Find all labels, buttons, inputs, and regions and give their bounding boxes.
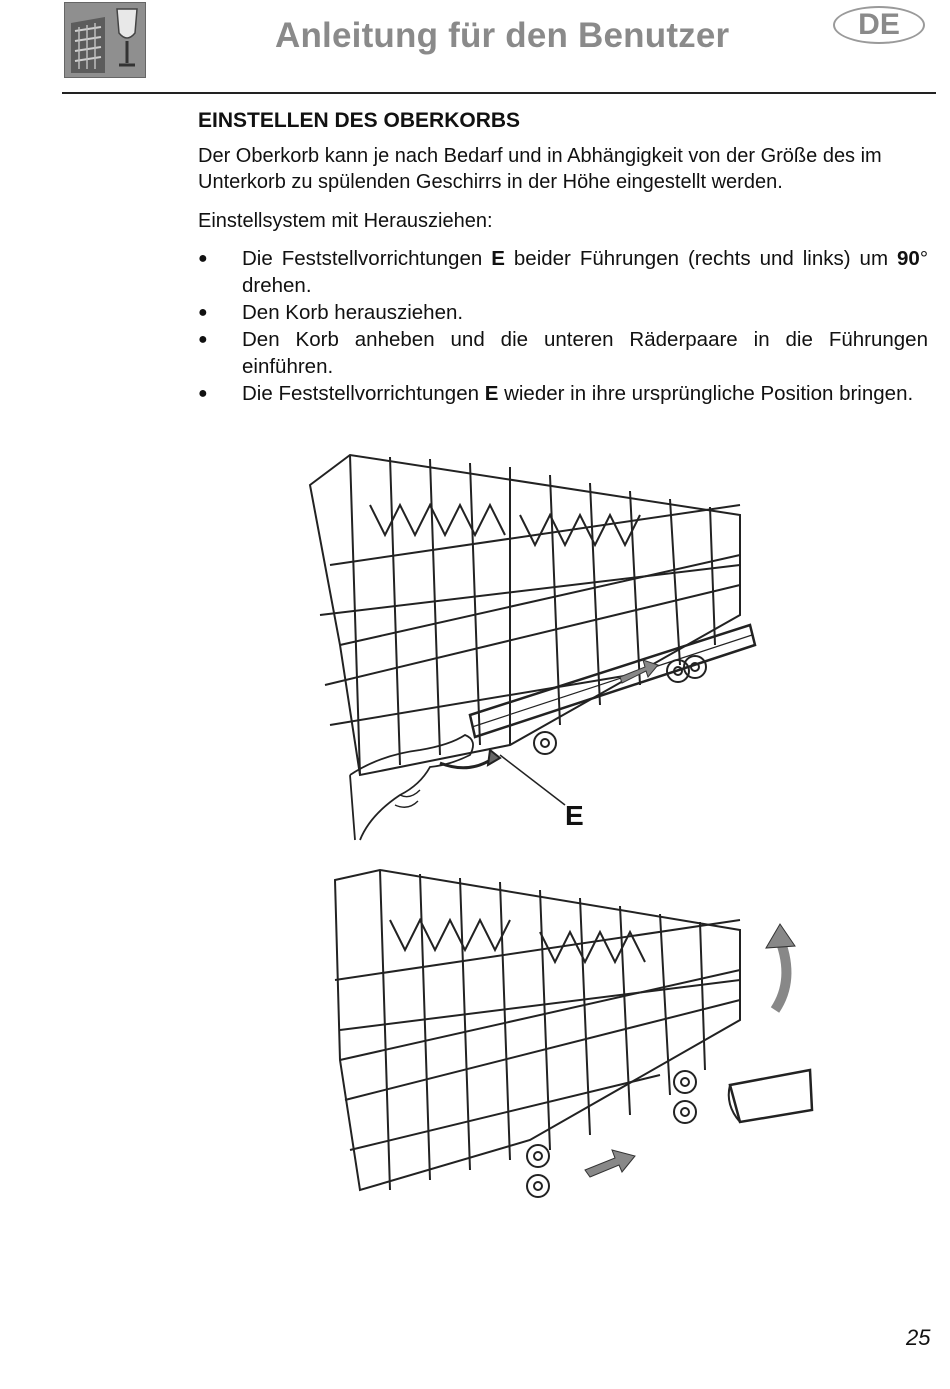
bullet-icon: ● (198, 385, 208, 402)
page-header-title: Anleitung für den Benutzer (275, 16, 730, 55)
bullet-icon: ● (198, 331, 208, 348)
page-number: 25 (906, 1325, 931, 1350)
intro-paragraph: Der Oberkorb kann je nach Bedarf und in Abhängigkeit von der Größe des im Unterkorb zu spülenden Geschirrs in der Höhe eingestellt werden. (198, 145, 882, 193)
bullet-icon: ● (198, 250, 208, 267)
list-item: ● Die Feststellvorrichtungen E wieder in ihre ursprüngliche Position bringen. (198, 382, 914, 405)
system-label: Einstellsystem mit Herausziehen: (198, 210, 493, 232)
bullet-icon: ● (198, 304, 208, 321)
section-heading: EINSTELLEN DES OBERKORBS (198, 109, 521, 132)
header-divider (62, 92, 936, 94)
language-badge: DE (833, 6, 925, 44)
basket-unlock-illustration (300, 445, 760, 845)
list-item: ● Den Korb herausziehen. (198, 301, 464, 324)
list-item: ● Den Korb anheben und die unteren Räderpaare in die Führungen einführen. (198, 328, 928, 378)
basket-lift-illustration (300, 860, 820, 1220)
steps-list (198, 245, 928, 407)
list-item: ● Die Feststellvorrichtungen E beider Führungen (rechts und links) um 90° drehen. (198, 247, 929, 297)
locking-device-label: E (565, 800, 584, 831)
dishwasher-logo-icon (64, 2, 146, 78)
